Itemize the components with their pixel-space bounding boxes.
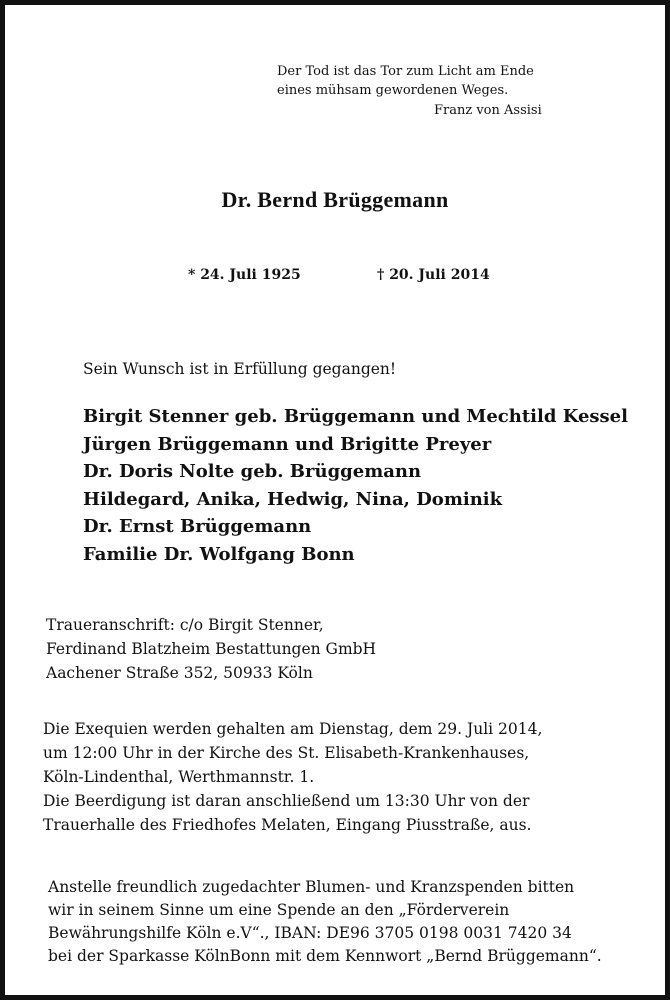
quote-line-1: Der Tod ist das Tor zum Licht am Ende	[277, 64, 534, 79]
service-line: Köln-Lindenthal, Werthmannstr. 1.	[43, 768, 315, 786]
service-line: Die Beerdigung ist daran anschließend um 13:30 Uhr von der	[43, 792, 530, 810]
donation-line: Anstelle freundlich zugedachter Blumen- und Kranzspenden bitten	[48, 878, 575, 896]
mourner-line: Dr. Doris Nolte geb. Brüggemann	[83, 461, 422, 482]
service-line: Trauerhalle des Friedhofes Melaten, Eingang Piusstraße, aus.	[43, 816, 532, 834]
mourner-line: Birgit Stenner geb. Brüggemann und Mechtild Kessel	[83, 406, 628, 427]
service-line: Die Exequien werden gehalten am Dienstag, dem 29. Juli 2014,	[43, 720, 543, 738]
mourner-line: Familie Dr. Wolfgang Bonn	[83, 544, 355, 565]
wish-statement: Sein Wunsch ist in Erfüllung gegangen!	[83, 360, 397, 378]
donation-line: wir in seinem Sinne um eine Spende an den „Förderverein	[48, 901, 510, 919]
address-line: Traueranschrift: c/o Birgit Stenner,	[46, 616, 324, 634]
donation-line: bei der Sparkasse KölnBonn mit dem Kennwort „Bernd Brüggemann“.	[48, 947, 602, 965]
address-line: Aachener Straße 352, 50933 Köln	[46, 664, 313, 682]
donation-line: Bewährungshilfe Köln e.V“., IBAN: DE96 3705 0198 0031 7420 34	[48, 924, 572, 942]
mourner-line: Hildegard, Anika, Hedwig, Nina, Dominik	[83, 489, 503, 510]
deceased-name: Dr. Bernd Brüggemann	[221, 187, 449, 212]
service-line: um 12:00 Uhr in der Kirche des St. Elisabeth-Krankenhauses,	[43, 744, 530, 762]
death-date: † 20. Juli 2014	[377, 267, 490, 283]
quote-line-2: eines mühsam gewordenen Weges.	[277, 83, 509, 98]
mourner-line: Jürgen Brüggemann und Brigitte Preyer	[83, 434, 492, 455]
mourner-line: Dr. Ernst Brüggemann	[83, 516, 312, 537]
quote-author: Franz von Assisi	[434, 103, 542, 118]
address-line: Ferdinand Blatzheim Bestattungen GmbH	[46, 640, 377, 658]
birth-date: * 24. Juli 1925	[188, 267, 301, 283]
